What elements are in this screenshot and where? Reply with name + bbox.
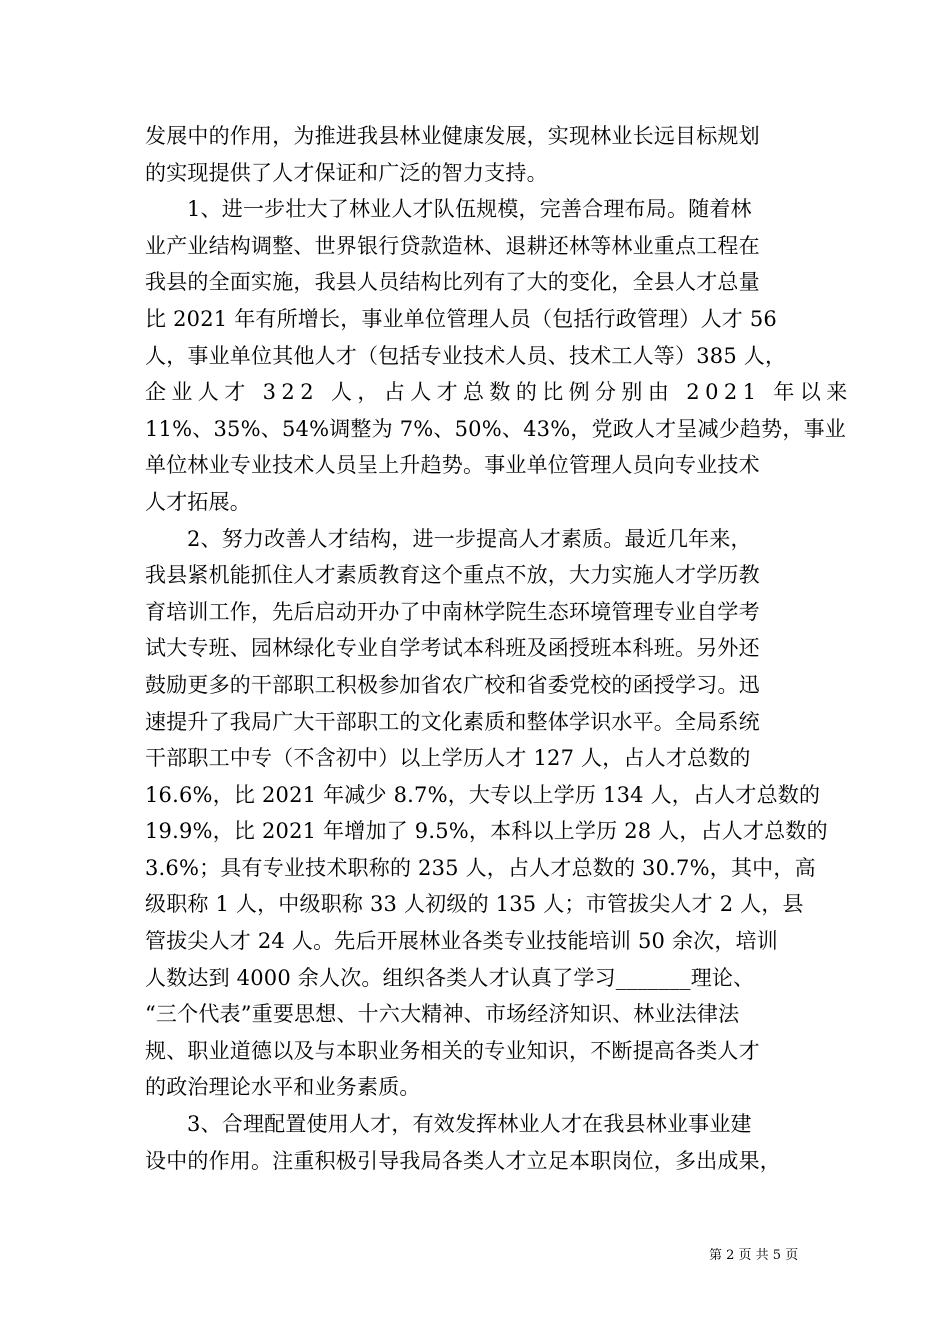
body-line: 育培训工作，先后启动开办了中南林学院生态环境管理专业自学考 [145, 599, 760, 624]
page-number-footer: 第 2 页 共 5 页 [709, 1248, 799, 1263]
body-line: 级职称 1 人，中级职称 33 人初级的 135 人；市管拔尖人才 2 人，县 [145, 892, 804, 917]
body-line: 设中的作用。注重积极引导我局各类人才立足本职岗位，多出成果， [145, 1148, 781, 1173]
paragraph-start-line: 3、合理配置使用人才，有效发挥林业人才在我县林业事业建 [187, 1112, 752, 1137]
paragraph-start-line: 1、进一步壮大了林业人才队伍规模，完善合理布局。随着林 [187, 197, 752, 222]
body-line: 的政治理论水平和业务素质。 [145, 1075, 421, 1100]
body-line: 干部职工中专（不含初中）以上学历人才 127 人，占人才总数的 [145, 746, 751, 771]
body-line: 人数达到 4000 余人次。组织各类人才认真了学习_______理论、 [145, 965, 755, 990]
body-line: 管拔尖人才 24 人。先后开展林业各类专业技能培训 50 余次，培训 [145, 929, 778, 954]
body-line: “三个代表”重要思想、十六大精神、市场经济知识、林业法律法 [145, 1002, 740, 1027]
body-line: 试大专班、园林绿化专业自学考试本科班及函授班本科班。另外还 [145, 636, 760, 661]
body-line: 发展中的作用，为推进我县林业健康发展，实现林业长远目标规划 [145, 124, 760, 148]
body-line: 人才拓展。 [145, 489, 251, 514]
paragraph-start-line: 2、努力改善人才结构，进一步提高人才素质。最近几年来， [187, 526, 752, 551]
body-line: 我县的全面实施，我县人员结构比列有了大的变化，全县人才总量 [145, 270, 760, 295]
body-line: 11%、35%、54%调整为 7%、50%、43%，党政人才呈减少趋势，事业 [145, 416, 846, 441]
body-line: 19.9%，比 2021 年增加了 9.5%，本科以上学历 28 人，占人才总数的 [145, 819, 828, 844]
document-body [145, 118, 853, 1179]
body-line: 业产业结构调整、世界银行贷款造林、退耕还林等林业重点工程在 [145, 233, 760, 258]
body-line: 速提升了我局广大干部职工的文化素质和整体学识水平。全局系统 [145, 709, 760, 734]
body-line: 我县紧机能抓住人才素质教育这个重点不放，大力实施人才学历教 [145, 563, 760, 588]
body-line: 单位林业专业技术人员呈上升趋势。事业单位管理人员向专业技术 [145, 453, 760, 478]
body-line: 企业人才 322 人，占人才总数的比例分别由 2021 年以来 [145, 380, 853, 405]
body-line: 人，事业单位其他人才（包括专业技术人员、技术工人等）385 人， [145, 343, 787, 368]
body-line: 鼓励更多的干部职工积极参加省农广校和省委党校的函授学习。迅 [145, 672, 760, 697]
body-line: 3.6%；具有专业技术职称的 235 人，占人才总数的 30.7%，其中，高 [145, 855, 816, 880]
body-line: 规、职业道德以及与本职业务相关的专业知识，不断提高各类人才 [145, 1038, 760, 1063]
body-line: 16.6%，比 2021 年减少 8.7%，大专以上学历 134 人，占人才总数的 [145, 782, 821, 807]
body-line: 的实现提供了人才保证和广泛的智力支持。 [145, 160, 548, 185]
body-line: 比 2021 年有所增长，事业单位管理人员（包括行政管理）人才 56 [145, 306, 777, 331]
